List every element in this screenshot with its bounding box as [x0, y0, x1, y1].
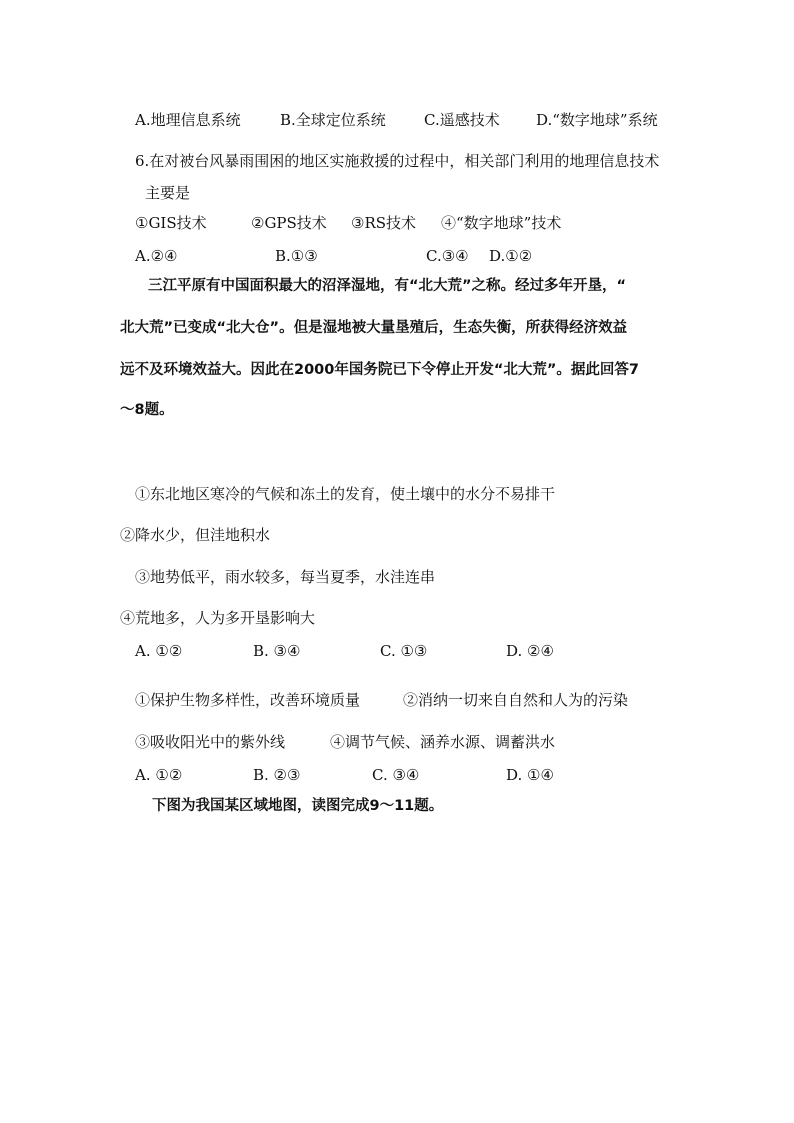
q6-option-d: D.①② [489, 247, 533, 265]
passage-line1: 三江平原有中国面积最大的沼泽湿地，有“北大荒”之称。经过多年开垦，“ [148, 278, 627, 294]
q7-option-b: B. ③④ [253, 642, 301, 660]
q5-option-a: A.地理信息系统 [135, 111, 241, 129]
q8-item-4: ④调节气候、涵养水源、调蓄洪水 [330, 733, 556, 751]
q8-option-b: B. ②③ [253, 766, 301, 784]
q6-option-b: B.①③ [275, 247, 318, 265]
passage-line4: ～8题。 [120, 402, 174, 418]
q7-item-1: ①东北地区寒冷的气候和冻土的发育，使土壤中的水分不易排干 [135, 485, 556, 503]
map-intro: 下图为我国某区域地图，读图完成9～11题。 [152, 798, 444, 814]
q5-option-b: B.全球定位系统 [280, 111, 386, 129]
q8-option-a: A. ①② [135, 766, 183, 784]
q6-item-3: ③RS技术 [351, 214, 417, 232]
q8-item-2: ②消纳一切来自自然和人为的污染 [403, 691, 629, 709]
q8-item-3: ③吸收阳光中的紫外线 [135, 733, 286, 751]
q5-option-c: C.遥感技术 [424, 111, 500, 129]
q6-item-1: ①GIS技术 [135, 214, 207, 232]
q7-item-2: ②降水少，但洼地积水 [120, 526, 271, 544]
q7-option-d: D. ②④ [506, 642, 554, 660]
q6-item-4: ④“数字地球”技术 [441, 214, 562, 232]
q8-option-c: C. ③④ [372, 766, 420, 784]
q7-item-3: ③地势低平，雨水较多，每当夏季，水洼连串 [135, 568, 436, 586]
q6-option-c: C.③④ [426, 247, 469, 265]
passage-line2: 北大荒”已变成“北大仓”。但是湿地被大量垦殖后，生态失衡，所获得经济效益 [120, 320, 628, 336]
q6-stem-line2: 主要是 [145, 184, 191, 202]
q7-item-4: ④荒地多，人为多开垦影响大 [120, 609, 316, 627]
q7-option-a: A. ①② [135, 642, 183, 660]
q5-option-d: D.“数字地球”系统 [536, 111, 658, 129]
q8-item-1: ①保护生物多样性，改善环境质量 [135, 691, 361, 709]
q6-item-2: ②GPS技术 [251, 214, 327, 232]
q7-option-c: C. ①③ [380, 642, 428, 660]
q6-stem-line1: 6.在对被台风暴雨围困的地区实施救援的过程中，相关部门利用的地理信息技术 [135, 152, 660, 170]
passage-line3: 远不及环境效益大。因此在2000年国务院已下令停止开发“北大荒”。据此回答7 [120, 362, 640, 378]
q8-option-d: D. ①④ [506, 766, 554, 784]
q6-option-a: A.②④ [135, 247, 178, 265]
